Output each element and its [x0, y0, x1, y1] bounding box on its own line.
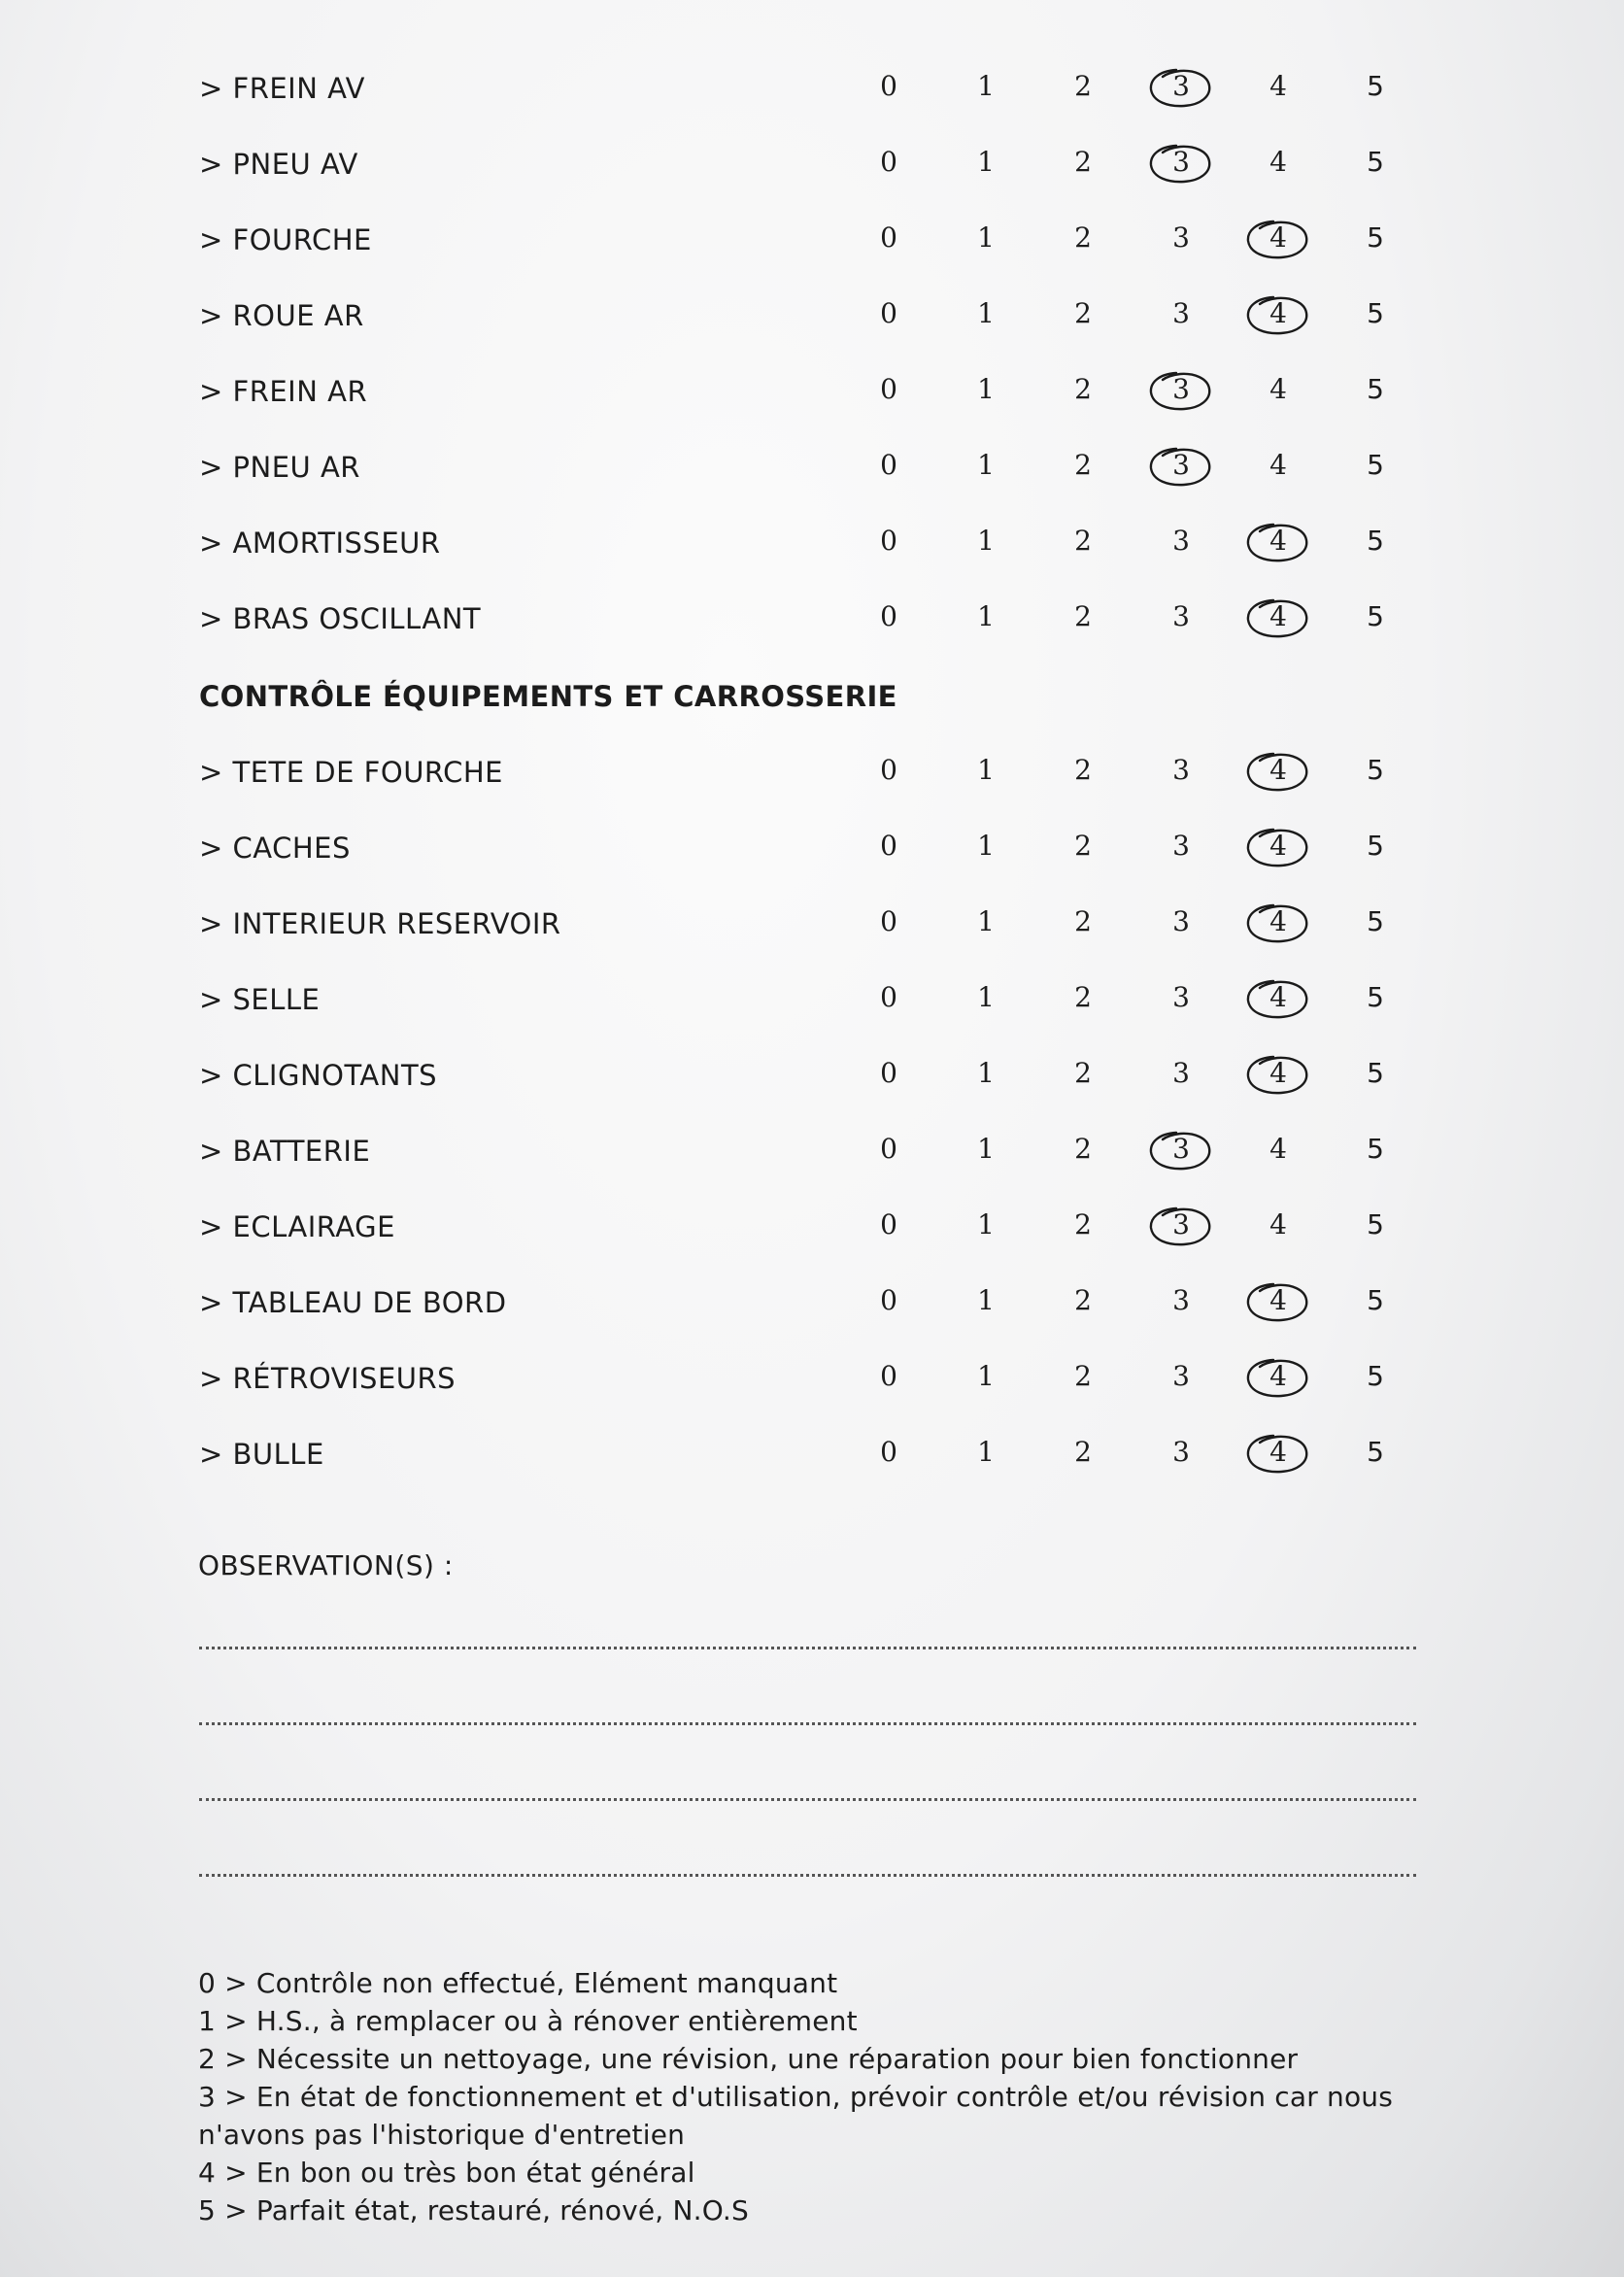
- score-4[interactable]: 4: [1269, 70, 1287, 102]
- score-1[interactable]: 1: [977, 600, 995, 632]
- score-3[interactable]: 3: [1172, 146, 1190, 178]
- score-2[interactable]: 2: [1074, 297, 1092, 329]
- observations-title: OBSERVATION(S) :: [198, 1549, 454, 1581]
- checklist-row: [0, 1047, 1624, 1105]
- checklist-row: [0, 363, 1624, 422]
- score-1[interactable]: 1: [977, 373, 995, 405]
- score-4[interactable]: 4: [1269, 373, 1287, 405]
- item-label: > ROUE AR: [199, 299, 364, 332]
- item-label: > CACHES: [199, 832, 351, 865]
- score-0[interactable]: 0: [880, 1208, 897, 1240]
- score-3[interactable]: 3: [1172, 600, 1190, 632]
- score-2[interactable]: 2: [1074, 600, 1092, 632]
- score-3[interactable]: 3: [1172, 1133, 1190, 1165]
- score-4[interactable]: 4: [1269, 905, 1287, 937]
- score-2[interactable]: 2: [1074, 1133, 1092, 1165]
- score-4[interactable]: 4: [1269, 1057, 1287, 1089]
- legend-item: 0 > Contrôle non effectué, Elément manquant: [198, 1967, 838, 1999]
- score-0[interactable]: 0: [880, 600, 897, 632]
- score-4[interactable]: 4: [1269, 1133, 1287, 1165]
- score-2[interactable]: 2: [1074, 1436, 1092, 1468]
- legend-item: 1 > H.S., à remplacer ou à rénover entièrement: [198, 2005, 858, 2037]
- checklist-row: [0, 1350, 1624, 1409]
- score-0[interactable]: 0: [880, 1360, 897, 1392]
- score-2[interactable]: 2: [1074, 754, 1092, 786]
- score-5[interactable]: 5: [1367, 297, 1384, 329]
- score-0[interactable]: 0: [880, 525, 897, 557]
- score-0[interactable]: 0: [880, 146, 897, 178]
- item-label: > PNEU AR: [199, 451, 360, 484]
- score-0[interactable]: 0: [880, 754, 897, 786]
- score-0[interactable]: 0: [880, 830, 897, 862]
- item-label: > TETE DE FOURCHE: [199, 756, 503, 789]
- score-1[interactable]: 1: [977, 981, 995, 1013]
- item-label: > TABLEAU DE BORD: [199, 1286, 507, 1319]
- score-1[interactable]: 1: [977, 1360, 995, 1392]
- score-0[interactable]: 0: [880, 221, 897, 254]
- score-4[interactable]: 4: [1269, 146, 1287, 178]
- checklist-row: [0, 971, 1624, 1030]
- item-label: > INTERIEUR RESERVOIR: [199, 907, 561, 940]
- score-3[interactable]: 3: [1172, 449, 1190, 481]
- item-label: > BULLE: [199, 1438, 324, 1471]
- score-2[interactable]: 2: [1074, 1208, 1092, 1240]
- score-3[interactable]: 3: [1172, 981, 1190, 1013]
- score-4[interactable]: 4: [1269, 600, 1287, 632]
- checklist-row: [0, 60, 1624, 119]
- score-4[interactable]: 4: [1269, 449, 1287, 481]
- score-3[interactable]: 3: [1172, 1208, 1190, 1240]
- score-1[interactable]: 1: [977, 754, 995, 786]
- score-2[interactable]: 2: [1074, 1284, 1092, 1316]
- checklist-row: [0, 1426, 1624, 1484]
- legend-item: 5 > Parfait état, restauré, rénové, N.O.S: [198, 2194, 749, 2226]
- score-5[interactable]: 5: [1367, 221, 1384, 254]
- score-4[interactable]: 4: [1269, 981, 1287, 1013]
- section-title: CONTRÔLE ÉQUIPEMENTS ET CARROSSERIE: [199, 680, 897, 713]
- checklist-row: [0, 136, 1624, 194]
- score-1[interactable]: 1: [977, 221, 995, 254]
- score-4[interactable]: 4: [1269, 1360, 1287, 1392]
- score-0[interactable]: 0: [880, 373, 897, 405]
- score-3[interactable]: 3: [1172, 297, 1190, 329]
- score-2[interactable]: 2: [1074, 221, 1092, 254]
- score-5[interactable]: 5: [1367, 600, 1384, 632]
- score-5[interactable]: 5: [1367, 449, 1384, 481]
- score-2[interactable]: 2: [1074, 146, 1092, 178]
- score-3[interactable]: 3: [1172, 830, 1190, 862]
- checklist-row: [0, 896, 1624, 954]
- score-0[interactable]: 0: [880, 981, 897, 1013]
- score-0[interactable]: 0: [880, 1057, 897, 1089]
- score-5[interactable]: 5: [1367, 1284, 1384, 1316]
- observation-line[interactable]: [199, 1722, 1416, 1725]
- score-4[interactable]: 4: [1269, 221, 1287, 254]
- score-3[interactable]: 3: [1172, 1436, 1190, 1468]
- item-label: > AMORTISSEUR: [199, 527, 441, 560]
- score-0[interactable]: 0: [880, 1133, 897, 1165]
- checklist-row: [0, 1199, 1624, 1257]
- score-3[interactable]: 3: [1172, 1284, 1190, 1316]
- score-4[interactable]: 4: [1269, 830, 1287, 862]
- score-0[interactable]: 0: [880, 1284, 897, 1316]
- score-1[interactable]: 1: [977, 905, 995, 937]
- item-label: > PNEU AV: [199, 148, 358, 181]
- score-5[interactable]: 5: [1367, 146, 1384, 178]
- score-2[interactable]: 2: [1074, 905, 1092, 937]
- score-4[interactable]: 4: [1269, 297, 1287, 329]
- legend-item: 2 > Nécessite un nettoyage, une révision, une réparation pour bien fonctionner: [198, 2043, 1299, 2075]
- legend-item: 4 > En bon ou très bon état général: [198, 2157, 695, 2189]
- score-0[interactable]: 0: [880, 70, 897, 102]
- observation-line[interactable]: [199, 1798, 1416, 1801]
- checklist-row: [0, 515, 1624, 573]
- score-2[interactable]: 2: [1074, 981, 1092, 1013]
- score-5[interactable]: 5: [1367, 830, 1384, 862]
- legend-item: 3 > En état de fonctionnement et d'utilisation, prévoir contrôle et/ou révision car nous n'avons pas l'historique d'entretien: [198, 2081, 1394, 2151]
- item-label: > CLIGNOTANTS: [199, 1059, 438, 1092]
- score-5[interactable]: 5: [1367, 1208, 1384, 1240]
- score-1[interactable]: 1: [977, 1436, 995, 1468]
- item-label: > SELLE: [199, 983, 321, 1016]
- item-label: > RÉTROVISEURS: [199, 1362, 457, 1395]
- score-4[interactable]: 4: [1269, 1284, 1287, 1316]
- item-label: > BRAS OSCILLANT: [199, 602, 482, 635]
- score-1[interactable]: 1: [977, 525, 995, 557]
- score-2[interactable]: 2: [1074, 449, 1092, 481]
- rating-legend: [198, 1964, 1412, 2229]
- score-5[interactable]: 5: [1367, 373, 1384, 405]
- score-4[interactable]: 4: [1269, 754, 1287, 786]
- score-1[interactable]: 1: [977, 1133, 995, 1165]
- checklist-row: [0, 744, 1624, 802]
- score-1[interactable]: 1: [977, 70, 995, 102]
- score-3[interactable]: 3: [1172, 754, 1190, 786]
- score-2[interactable]: 2: [1074, 1057, 1092, 1089]
- score-0[interactable]: 0: [880, 449, 897, 481]
- score-3[interactable]: 3: [1172, 70, 1190, 102]
- item-label: > FOURCHE: [199, 223, 372, 256]
- checklist-row: [0, 1123, 1624, 1181]
- item-label: > ECLAIRAGE: [199, 1210, 395, 1243]
- checklist-row: [0, 288, 1624, 346]
- observation-line[interactable]: [199, 1647, 1416, 1649]
- score-2[interactable]: 2: [1074, 1360, 1092, 1392]
- score-3[interactable]: 3: [1172, 905, 1190, 937]
- score-1[interactable]: 1: [977, 1284, 995, 1316]
- score-3[interactable]: 3: [1172, 221, 1190, 254]
- score-3[interactable]: 3: [1172, 525, 1190, 557]
- score-4[interactable]: 4: [1269, 1436, 1287, 1468]
- observation-line[interactable]: [199, 1874, 1416, 1877]
- score-3[interactable]: 3: [1172, 373, 1190, 405]
- checklist-row: [0, 439, 1624, 497]
- score-5[interactable]: 5: [1367, 70, 1384, 102]
- score-1[interactable]: 1: [977, 830, 995, 862]
- score-5[interactable]: 5: [1367, 1133, 1384, 1165]
- item-label: > FREIN AR: [199, 375, 368, 408]
- item-label: > BATTERIE: [199, 1135, 371, 1168]
- score-0[interactable]: 0: [880, 297, 897, 329]
- score-5[interactable]: 5: [1367, 754, 1384, 786]
- score-5[interactable]: 5: [1367, 981, 1384, 1013]
- score-1[interactable]: 1: [977, 1057, 995, 1089]
- score-1[interactable]: 1: [977, 146, 995, 178]
- score-3[interactable]: 3: [1172, 1057, 1190, 1089]
- checklist-row: [0, 212, 1624, 270]
- score-5[interactable]: 5: [1367, 1436, 1384, 1468]
- score-5[interactable]: 5: [1367, 1360, 1384, 1392]
- score-4[interactable]: 4: [1269, 1208, 1287, 1240]
- score-1[interactable]: 1: [977, 449, 995, 481]
- checklist-row: [0, 820, 1624, 878]
- score-4[interactable]: 4: [1269, 525, 1287, 557]
- score-2[interactable]: 2: [1074, 525, 1092, 557]
- score-0[interactable]: 0: [880, 905, 897, 937]
- checklist-row: [0, 1274, 1624, 1333]
- score-2[interactable]: 2: [1074, 830, 1092, 862]
- score-2[interactable]: 2: [1074, 70, 1092, 102]
- score-5[interactable]: 5: [1367, 1057, 1384, 1089]
- item-label: > FREIN AV: [199, 72, 365, 105]
- checklist-row: [0, 591, 1624, 649]
- score-1[interactable]: 1: [977, 297, 995, 329]
- score-0[interactable]: 0: [880, 1436, 897, 1468]
- score-5[interactable]: 5: [1367, 525, 1384, 557]
- score-1[interactable]: 1: [977, 1208, 995, 1240]
- score-3[interactable]: 3: [1172, 1360, 1190, 1392]
- score-5[interactable]: 5: [1367, 905, 1384, 937]
- score-2[interactable]: 2: [1074, 373, 1092, 405]
